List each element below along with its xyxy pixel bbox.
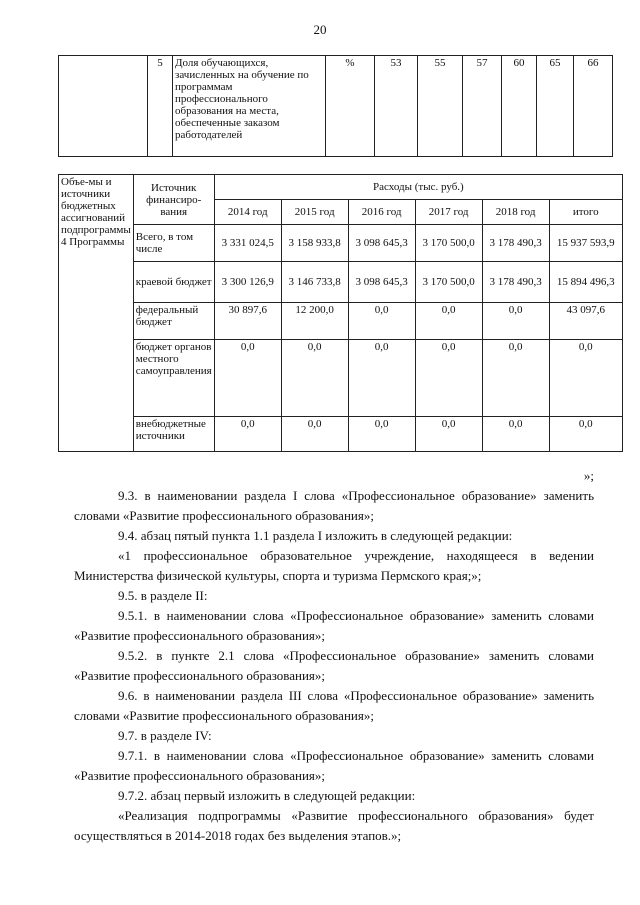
- paragraph: 9.5. в разделе II:: [118, 588, 208, 603]
- value-cell: 0,0: [482, 417, 549, 452]
- source-header: Источник финансиро-вания: [133, 175, 214, 225]
- table-row: [59, 56, 613, 157]
- table-cell: Доля обучающихся, зачисленных на обучение по программам профессионального образования на места, обеспеченные заказом работодателей: [173, 56, 326, 157]
- table-row: [59, 175, 623, 200]
- value-cell: 0,0: [214, 417, 281, 452]
- value-cell: 0,0: [415, 417, 482, 452]
- paragraph: 9.7.1. в наименовании слова «Профессиональное образование» заменить словами «Развитие профессионального образования»;: [74, 748, 594, 783]
- table-row: [59, 303, 623, 340]
- paragraph: 9.7. в разделе IV:: [118, 728, 212, 743]
- table-cell: 55: [418, 56, 463, 157]
- source-cell: бюджет органов местного самоуправления: [133, 340, 214, 417]
- paragraph: 9.4. абзац пятый пункта 1.1 раздела I изложить в следующей редакции:: [118, 528, 513, 543]
- value-cell: 3 300 126,9: [214, 262, 281, 303]
- paragraph: 9.6. в наименовании раздела III слова «Профессиональное образование» заменить словами «Развитие профессионального образования»;: [74, 688, 594, 723]
- paragraph: 9.5.2. в пункте 2.1 слова «Профессиональное образование» заменить словами «Развитие профессионального образования»;: [74, 648, 594, 683]
- year-header: итого: [549, 200, 622, 225]
- table-cell: 57: [463, 56, 502, 157]
- value-cell: 3 178 490,3: [482, 262, 549, 303]
- value-cell: 0,0: [415, 303, 482, 340]
- source-cell: федеральный бюджет: [133, 303, 214, 340]
- table-cell: %: [326, 56, 375, 157]
- source-cell: внебюджетные источники: [133, 417, 214, 452]
- value-cell: 0,0: [348, 303, 415, 340]
- value-cell: 3 158 933,8: [281, 225, 348, 262]
- closing-mark: »;: [583, 468, 594, 483]
- table-row: [59, 417, 623, 452]
- value-cell: 12 200,0: [281, 303, 348, 340]
- table-cell-empty: [59, 56, 148, 157]
- year-header: 2014 год: [214, 200, 281, 225]
- value-cell: 0,0: [214, 340, 281, 417]
- paragraph: «Реализация подпрограммы «Развитие профессионального образования» будет осуществляться в 2014-2018 годах без выделения этапов.»;: [74, 808, 594, 843]
- value-cell: 0,0: [281, 417, 348, 452]
- value-cell: 0,0: [348, 340, 415, 417]
- value-cell: 3 178 490,3: [482, 225, 549, 262]
- value-cell: 3 170 500,0: [415, 262, 482, 303]
- value-cell: 3 170 500,0: [415, 225, 482, 262]
- table-row: [59, 262, 623, 303]
- value-cell: 0,0: [415, 340, 482, 417]
- financing-table: [58, 174, 623, 452]
- value-cell: 0,0: [549, 340, 622, 417]
- table-cell: 66: [574, 56, 613, 157]
- value-cell: 30 897,6: [214, 303, 281, 340]
- value-cell: 0,0: [482, 303, 549, 340]
- value-cell: 3 098 645,3: [348, 262, 415, 303]
- source-cell: Всего, в том числе: [133, 225, 214, 262]
- year-header: 2016 год: [348, 200, 415, 225]
- document-body: [74, 466, 594, 846]
- table-cell: 65: [537, 56, 574, 157]
- value-cell: 3 331 024,5: [214, 225, 281, 262]
- value-cell: 0,0: [482, 340, 549, 417]
- value-cell: 3 146 733,8: [281, 262, 348, 303]
- paragraph: 9.5.1. в наименовании слова «Профессиональное образование» заменить словами «Развитие профессионального образования»;: [74, 608, 594, 643]
- year-header: 2015 год: [281, 200, 348, 225]
- value-cell: 43 097,6: [549, 303, 622, 340]
- table-cell: 5: [148, 56, 173, 157]
- expenses-header: Расходы (тыс. руб.): [214, 175, 622, 200]
- table-cell: 53: [375, 56, 418, 157]
- indicator-table: [58, 55, 613, 157]
- row-header-label: Объе-мы и источники бюджетных ассигнований подпрограммы 4 Программы: [59, 175, 134, 452]
- paragraph: «1 профессиональное образовательное учреждение, находящееся в ведении Министерства физической культуры, спорта и туризма Пермского края;»;: [74, 548, 594, 583]
- value-cell: 0,0: [549, 417, 622, 452]
- table-cell: 60: [502, 56, 537, 157]
- value-cell: 15 937 593,9: [549, 225, 622, 262]
- value-cell: 0,0: [281, 340, 348, 417]
- paragraph: 9.3. в наименовании раздела I слова «Профессиональное образование» заменить словами «Развитие профессионального образования»;: [74, 488, 594, 523]
- source-cell: краевой бюджет: [133, 262, 214, 303]
- value-cell: 15 894 496,3: [549, 262, 622, 303]
- table-row: [59, 340, 623, 417]
- year-header: 2018 год: [482, 200, 549, 225]
- table-row: [59, 225, 623, 262]
- paragraph: 9.7.2. абзац первый изложить в следующей редакции:: [118, 788, 416, 803]
- year-header: 2017 год: [415, 200, 482, 225]
- page-number: 20: [313, 22, 327, 37]
- value-cell: 0,0: [348, 417, 415, 452]
- value-cell: 3 098 645,3: [348, 225, 415, 262]
